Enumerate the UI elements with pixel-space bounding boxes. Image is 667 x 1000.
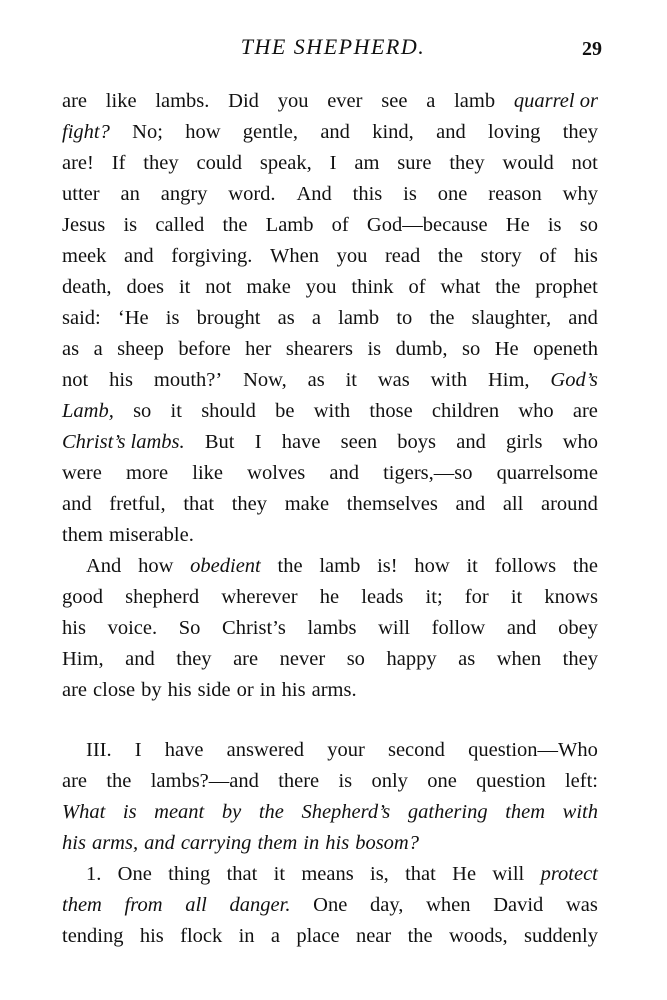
word: utter bbox=[62, 183, 100, 205]
word: as bbox=[62, 338, 80, 360]
word: them bbox=[505, 801, 546, 823]
word: how bbox=[138, 555, 174, 577]
word: word. bbox=[228, 183, 276, 205]
word: you bbox=[305, 276, 337, 298]
text-line bbox=[62, 303, 598, 333]
word: the bbox=[495, 276, 521, 298]
word: answered bbox=[226, 739, 305, 761]
word: who bbox=[518, 400, 554, 422]
word: they bbox=[143, 152, 179, 174]
word: woods, bbox=[448, 925, 508, 947]
word: to bbox=[396, 307, 413, 329]
word: is, bbox=[370, 863, 389, 885]
word: in bbox=[259, 679, 276, 701]
word: his bbox=[573, 245, 598, 267]
word: is bbox=[367, 338, 382, 360]
word: the bbox=[222, 214, 248, 236]
text-line bbox=[62, 644, 598, 674]
word: said: bbox=[62, 307, 101, 329]
word: think bbox=[351, 276, 394, 298]
word: sheep bbox=[117, 338, 164, 360]
word: children bbox=[431, 400, 500, 422]
word: brought bbox=[196, 307, 261, 329]
word: obedient bbox=[190, 555, 261, 577]
word: how bbox=[185, 121, 221, 143]
text-line bbox=[86, 551, 598, 581]
word: question bbox=[476, 770, 546, 792]
word: by bbox=[141, 679, 162, 701]
word: in bbox=[238, 925, 255, 947]
word: carrying bbox=[180, 832, 252, 854]
word: will bbox=[378, 617, 410, 639]
word: wherever bbox=[221, 586, 298, 608]
word: is! bbox=[377, 555, 398, 577]
word: is bbox=[122, 801, 137, 823]
word: it bbox=[170, 400, 182, 422]
word: and bbox=[320, 121, 350, 143]
word: boys bbox=[397, 431, 437, 453]
word: read bbox=[384, 245, 421, 267]
word: and bbox=[455, 493, 486, 515]
word: does bbox=[126, 276, 165, 298]
word: follow bbox=[431, 617, 486, 639]
word: should bbox=[201, 400, 256, 422]
word: danger. bbox=[229, 894, 291, 916]
word: are bbox=[572, 400, 598, 422]
word: loving bbox=[488, 121, 541, 143]
word: it bbox=[178, 276, 191, 298]
word: not bbox=[205, 276, 232, 298]
word: how bbox=[414, 555, 450, 577]
word: are! bbox=[62, 152, 94, 174]
word: as bbox=[277, 307, 295, 329]
text-line bbox=[62, 396, 598, 426]
word: only bbox=[371, 770, 408, 792]
word: story bbox=[480, 245, 522, 267]
word: are bbox=[62, 90, 88, 112]
word: suddenly bbox=[523, 925, 598, 947]
word: the bbox=[572, 555, 598, 577]
word: he bbox=[319, 586, 340, 608]
word: when bbox=[496, 648, 542, 670]
word: prophet bbox=[535, 276, 598, 298]
word: seen bbox=[340, 431, 378, 453]
word: Lamb bbox=[265, 214, 314, 236]
word: flock bbox=[180, 925, 223, 947]
word: what bbox=[440, 276, 481, 298]
word: Christ’s bbox=[222, 617, 286, 639]
word: protect bbox=[540, 863, 598, 885]
word: lamb bbox=[319, 555, 361, 577]
word: One bbox=[117, 863, 152, 885]
word: they bbox=[562, 121, 598, 143]
word: so bbox=[133, 400, 152, 422]
word: Christ’s lambs. bbox=[62, 431, 185, 453]
word: all bbox=[502, 493, 524, 515]
word: And bbox=[86, 555, 122, 577]
text-line bbox=[62, 334, 598, 364]
word: God—because bbox=[366, 214, 488, 236]
word: lambs?—and bbox=[150, 770, 259, 792]
text-line bbox=[62, 828, 598, 858]
word: and bbox=[329, 462, 359, 484]
word: and bbox=[456, 431, 486, 453]
word: arms, bbox=[91, 832, 139, 854]
word: gathering bbox=[407, 801, 488, 823]
word: kind, bbox=[372, 121, 414, 143]
word: side bbox=[197, 679, 231, 701]
word: What bbox=[62, 801, 106, 823]
word: 1. bbox=[86, 863, 102, 885]
word: obey bbox=[558, 617, 598, 639]
word: fretful, bbox=[109, 493, 166, 515]
text-line bbox=[62, 520, 598, 550]
word: themselves bbox=[346, 493, 438, 515]
text-line bbox=[62, 458, 598, 488]
word: that bbox=[405, 863, 436, 885]
text-line bbox=[62, 86, 598, 116]
word: it bbox=[510, 586, 523, 608]
word: and bbox=[436, 121, 466, 143]
word: around bbox=[541, 493, 598, 515]
word: is bbox=[123, 214, 138, 236]
word: If bbox=[111, 152, 126, 174]
word: He bbox=[494, 338, 519, 360]
word: slaughter, bbox=[471, 307, 552, 329]
word: the bbox=[106, 770, 132, 792]
word: lambs. bbox=[155, 90, 210, 112]
word: mouth?’ bbox=[153, 369, 223, 391]
word: them bbox=[62, 894, 102, 916]
word: gentle, bbox=[242, 121, 299, 143]
text-line bbox=[62, 675, 598, 705]
word: and bbox=[62, 493, 92, 515]
word: Jesus bbox=[62, 214, 106, 236]
word: shepherd bbox=[125, 586, 200, 608]
word: will bbox=[492, 863, 525, 885]
word: am bbox=[354, 152, 380, 174]
text-line bbox=[62, 117, 598, 147]
word: miserable. bbox=[109, 524, 194, 546]
word: left: bbox=[564, 770, 598, 792]
word: death, bbox=[62, 276, 112, 298]
word: have bbox=[164, 739, 204, 761]
word: see bbox=[381, 90, 408, 112]
text-line bbox=[62, 272, 598, 302]
word: there bbox=[278, 770, 320, 792]
word: and bbox=[124, 245, 154, 267]
word: have bbox=[281, 431, 321, 453]
word: like bbox=[192, 462, 223, 484]
word: in bbox=[303, 832, 320, 854]
word: wolves bbox=[247, 462, 306, 484]
word: lambs bbox=[307, 617, 357, 639]
word: those bbox=[369, 400, 413, 422]
word: would bbox=[502, 152, 554, 174]
word: as bbox=[458, 648, 476, 670]
word: fight? bbox=[62, 121, 110, 143]
word: more bbox=[125, 462, 169, 484]
word: means bbox=[301, 863, 354, 885]
word: from bbox=[124, 894, 163, 916]
text-line bbox=[86, 859, 598, 889]
word: place bbox=[296, 925, 340, 947]
word: Shepherd’s bbox=[301, 801, 391, 823]
text-line bbox=[62, 613, 598, 643]
word: one bbox=[427, 770, 457, 792]
word: I bbox=[329, 152, 337, 174]
word: reason bbox=[488, 183, 542, 205]
word: thing bbox=[168, 863, 211, 885]
word: of bbox=[331, 214, 349, 236]
word: David bbox=[493, 894, 544, 916]
word: his bbox=[281, 679, 306, 701]
text-line bbox=[62, 921, 598, 951]
word: is bbox=[165, 307, 180, 329]
word: make bbox=[246, 276, 291, 298]
word: are bbox=[62, 679, 88, 701]
word: as bbox=[307, 369, 325, 391]
word: for bbox=[464, 586, 489, 608]
word: it bbox=[345, 369, 357, 391]
word: is bbox=[338, 770, 353, 792]
word: the bbox=[437, 245, 463, 267]
word: a bbox=[311, 307, 321, 329]
word: one bbox=[437, 183, 468, 205]
word: And bbox=[296, 183, 332, 205]
word: are bbox=[62, 770, 88, 792]
word: near bbox=[355, 925, 392, 947]
word: good bbox=[62, 586, 103, 608]
text-line bbox=[62, 365, 598, 395]
word: they bbox=[562, 648, 598, 670]
word: tending bbox=[62, 925, 124, 947]
word: meant bbox=[154, 801, 205, 823]
word: a bbox=[93, 338, 103, 360]
word: so bbox=[461, 338, 481, 360]
text-line bbox=[62, 797, 598, 827]
word: close bbox=[93, 679, 136, 701]
word: question—Who bbox=[468, 739, 598, 761]
word: who bbox=[562, 431, 598, 453]
word: a bbox=[426, 90, 436, 112]
word: make bbox=[284, 493, 330, 515]
word: be bbox=[275, 400, 295, 422]
word: with bbox=[562, 801, 598, 823]
word: them bbox=[62, 524, 103, 546]
word: his bbox=[325, 832, 350, 854]
word: her bbox=[245, 338, 272, 360]
word: with bbox=[430, 369, 468, 391]
word: an bbox=[120, 183, 140, 205]
word: are bbox=[233, 648, 259, 670]
word: forgiving. bbox=[171, 245, 253, 267]
word: Him, bbox=[487, 369, 530, 391]
word: like bbox=[105, 90, 137, 112]
text-line bbox=[62, 489, 598, 519]
word: his bbox=[139, 925, 164, 947]
word: so bbox=[579, 214, 598, 236]
word: not bbox=[571, 152, 598, 174]
word: and bbox=[506, 617, 537, 639]
word: ‘He bbox=[117, 307, 149, 329]
word: dumb, bbox=[395, 338, 448, 360]
word: No; bbox=[132, 121, 163, 143]
word: that bbox=[183, 493, 215, 515]
word: I bbox=[134, 739, 142, 761]
word: openeth bbox=[533, 338, 598, 360]
word: is bbox=[547, 214, 562, 236]
word: they bbox=[176, 648, 212, 670]
word: when bbox=[426, 894, 471, 916]
word: So bbox=[178, 617, 201, 639]
word: But bbox=[204, 431, 235, 453]
word: them bbox=[257, 832, 298, 854]
word: and bbox=[144, 832, 175, 854]
word: quarrelsome bbox=[496, 462, 598, 484]
word: second bbox=[387, 739, 445, 761]
word: it bbox=[466, 555, 478, 577]
word: not bbox=[62, 369, 89, 391]
word: by bbox=[221, 801, 242, 823]
word: called bbox=[155, 214, 205, 236]
word: arms. bbox=[311, 679, 357, 701]
word: and bbox=[568, 307, 598, 329]
word: follows bbox=[494, 555, 557, 577]
word: Lamb, bbox=[62, 400, 114, 422]
word: or bbox=[236, 679, 254, 701]
word: angry bbox=[160, 183, 208, 205]
word: quarrel or bbox=[513, 90, 598, 112]
word: girls bbox=[506, 431, 543, 453]
word: all bbox=[185, 894, 207, 916]
word: you bbox=[277, 90, 309, 112]
word: God’s bbox=[550, 369, 598, 391]
word: leads bbox=[361, 586, 404, 608]
word: is bbox=[403, 183, 417, 205]
text-line bbox=[62, 890, 598, 920]
word: happy bbox=[386, 648, 437, 670]
word: this bbox=[352, 183, 383, 205]
word: voice. bbox=[107, 617, 158, 639]
word: before bbox=[178, 338, 231, 360]
word: Him, bbox=[62, 648, 104, 670]
word: that bbox=[226, 863, 258, 885]
text-line bbox=[86, 735, 598, 765]
word: sure bbox=[397, 152, 432, 174]
word: One bbox=[313, 894, 348, 916]
word: III. bbox=[86, 739, 112, 761]
word: He bbox=[452, 863, 477, 885]
word: was bbox=[377, 369, 410, 391]
word: so bbox=[346, 648, 365, 670]
word: I bbox=[254, 431, 262, 453]
text-line bbox=[62, 241, 598, 271]
word: He bbox=[505, 214, 530, 236]
text-line bbox=[62, 766, 598, 796]
word: were bbox=[62, 462, 102, 484]
text-line bbox=[62, 179, 598, 209]
word: his bbox=[62, 617, 86, 639]
text-line bbox=[62, 582, 598, 612]
word: his bbox=[167, 679, 192, 701]
word: they bbox=[449, 152, 485, 174]
text-line bbox=[62, 427, 598, 457]
word: why bbox=[562, 183, 598, 205]
word: the bbox=[407, 925, 433, 947]
word: of bbox=[539, 245, 557, 267]
word: tigers,—so bbox=[383, 462, 473, 484]
word: the bbox=[429, 307, 455, 329]
word: was bbox=[566, 894, 598, 916]
word: your bbox=[327, 739, 365, 761]
word: meek bbox=[62, 245, 107, 267]
word: knows bbox=[544, 586, 598, 608]
page-number: 29 bbox=[582, 38, 602, 60]
word: with bbox=[313, 400, 351, 422]
word: and bbox=[125, 648, 155, 670]
text-line bbox=[62, 210, 598, 240]
word: day, bbox=[370, 894, 404, 916]
word: they bbox=[231, 493, 268, 515]
word: a bbox=[270, 925, 280, 947]
word: lamb bbox=[454, 90, 496, 112]
text-line bbox=[62, 148, 598, 178]
page-header bbox=[64, 32, 602, 66]
running-title: THE SHEPHERD. bbox=[240, 34, 426, 59]
word: bosom? bbox=[355, 832, 419, 854]
word: When bbox=[270, 245, 319, 267]
word: shearers bbox=[285, 338, 353, 360]
word: it; bbox=[425, 586, 443, 608]
word: the bbox=[277, 555, 303, 577]
word: his bbox=[109, 369, 134, 391]
word: never bbox=[279, 648, 326, 670]
word: Now, bbox=[243, 369, 287, 391]
word: ever bbox=[327, 90, 363, 112]
word: the bbox=[258, 801, 284, 823]
word: it bbox=[273, 863, 286, 885]
word: Did bbox=[228, 90, 259, 112]
word: speak, bbox=[259, 152, 312, 174]
word: could bbox=[196, 152, 243, 174]
word: lamb bbox=[338, 307, 380, 329]
word: of bbox=[408, 276, 426, 298]
word: you bbox=[336, 245, 368, 267]
word: his bbox=[62, 832, 86, 854]
